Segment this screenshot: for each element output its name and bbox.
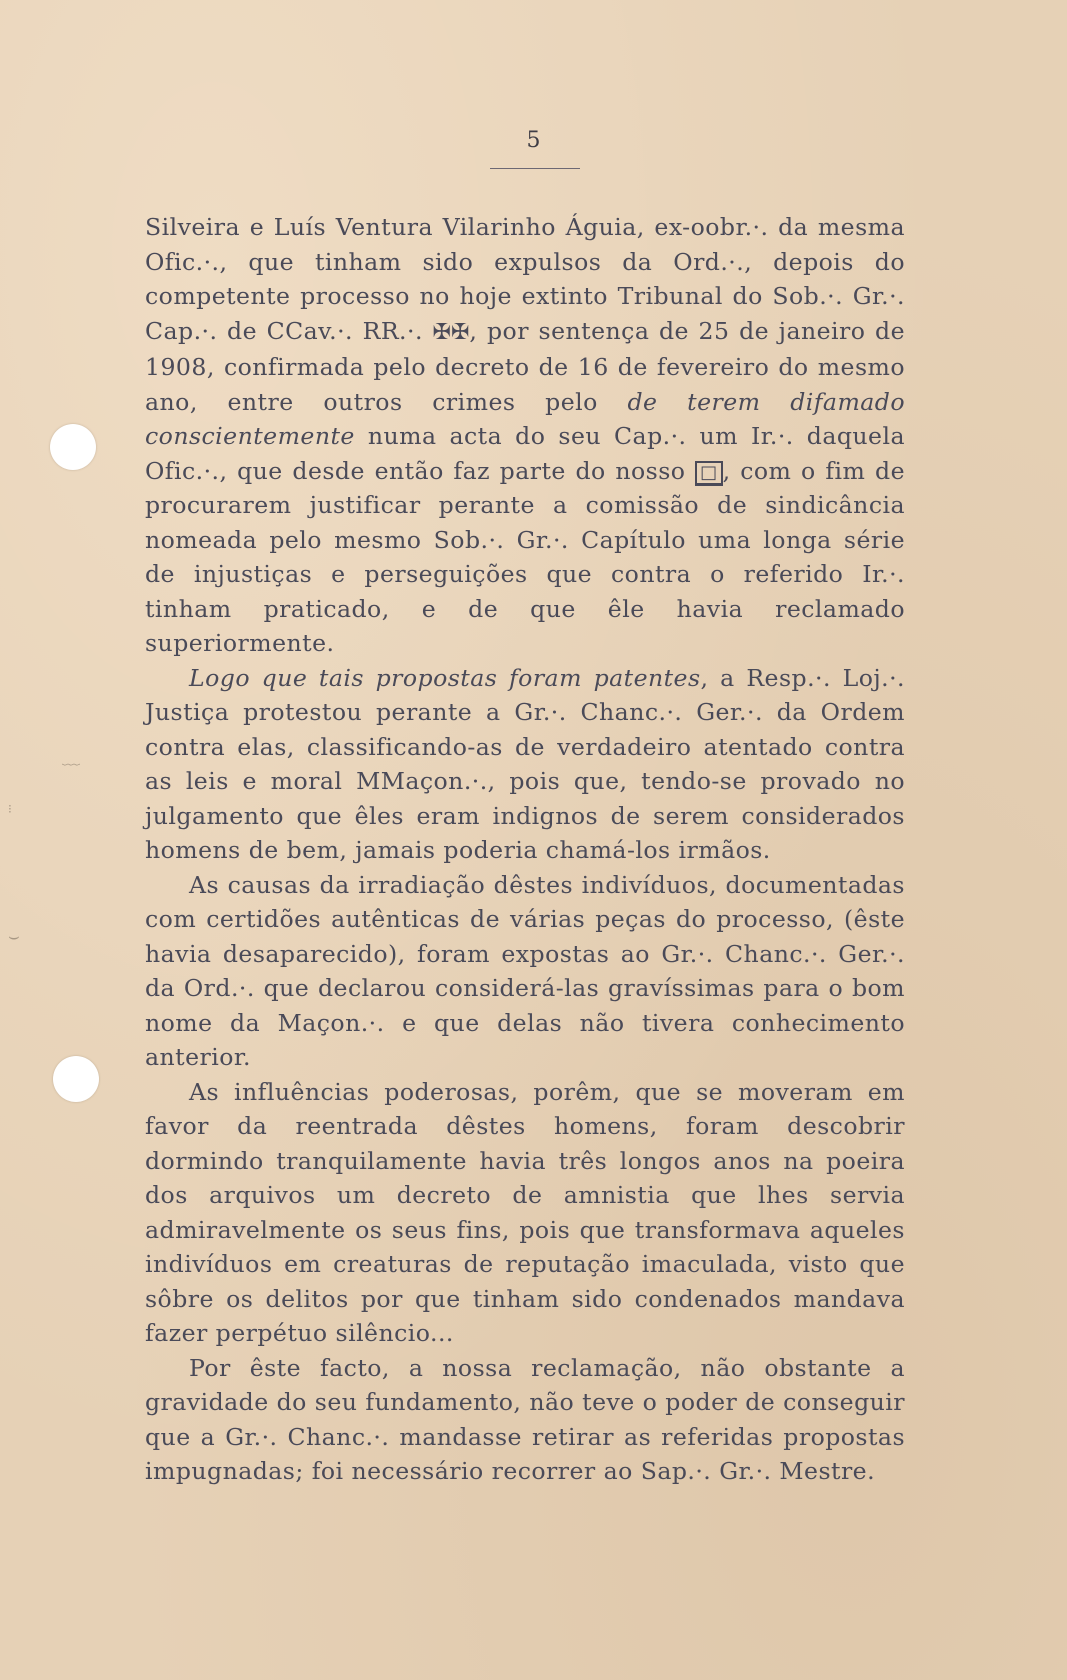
text-run: Por êste facto, a nossa reclamação, não obstante a gravidade do seu fundamento, não teve o poder de conseguir que a Gr.·. Chanc.·. mandasse retirar as referidas propostas impugnadas; foi necessário recorrer ao Sap.·. Gr.·. Mestre.	[145, 1353, 905, 1485]
paragraph	[145, 210, 905, 661]
punch-hole-bottom	[53, 1056, 99, 1102]
text-run: , a Resp.·. Loj.·. Justiça protestou perante a Gr.·. Chanc.·. Ger.·. da Ordem contra elas, classificando-as de verdadeiro atentado contra as leis e moral MMaçon.·., pois que, tendo-se provado no julgamento que êles eram indignos de serem considerados homens de bem, jamais poderia chamá-los irmãos.	[145, 663, 905, 864]
paragraph	[145, 868, 905, 1075]
lodge-symbol: □	[695, 461, 722, 486]
text-run: As causas da irradiação dêstes indivíduos, documentadas com certidões autênticas de várias peças do processo, (êste havia desaparecido), foram expostas ao Gr.·. Chanc.·. Ger.·. da Ord.·. que declarou considerá-las gravíssimas para o bom nome da Maçon.·. e que delas não tivera conhecimento anterior.	[145, 870, 905, 1071]
italic-phrase: de terem difamado conscientemente	[145, 387, 905, 450]
paragraph	[145, 1351, 905, 1489]
paragraph	[145, 1075, 905, 1351]
margin-smudge: ﹏	[62, 748, 80, 769]
text-run: numa acta do seu Cap.·. um Ir.·. daquela Ofic.·., que desde então faz parte do nosso	[145, 422, 905, 485]
page-number: 5	[526, 128, 541, 153]
margin-smudge: ⌣	[8, 926, 20, 947]
text-run: , por sentença de 25 de janeiro de 1908, confirmada pelo decreto de 16 de fevereiro do mesmo ano, entre outros crimes pelo	[145, 316, 905, 416]
margin-smudge: ⁝	[8, 802, 12, 816]
italic-phrase: Logo que tais propostas foram patentes	[189, 663, 701, 692]
cross-symbol: ✠✠	[432, 319, 470, 345]
text-run: As influências poderosas, porêm, que se moveram em favor da reentrada dêstes homens, foram descobrir dormindo tranquilamente havia três longos anos na poeira dos arquivos um decreto de amnistia que lhes servia admiravelmente os seus fins, pois que transformava aqueles indivíduos em creaturas de reputação imaculada, visto que sôbre os delitos por que tinham sido condenados mandava fazer perpétuo silêncio...	[145, 1077, 905, 1347]
text-run: , com o fim de procurarem justificar perante a comissão de sindicância nomeada pelo mesmo Sob.·. Gr.·. Capítulo uma longa série de injustiças e perseguições que contra o referido Ir.·. tinham praticado, e de que êle havia reclamado superiormente.	[145, 456, 905, 657]
body-text	[145, 210, 905, 1489]
paragraph	[145, 661, 905, 868]
page-number-rule	[490, 168, 580, 169]
text-run: Silveira e Luís Ventura Vilarinho Águia, ex-oobr.·. da mesma Ofic.·., que tinham sido expulsos da Ord.·., depois do competente processo no hoje extinto Tribunal do Sob.·. Gr.·. Cap.·. de CCav.·. RR.·.	[145, 213, 905, 345]
punch-hole-top	[50, 424, 96, 470]
